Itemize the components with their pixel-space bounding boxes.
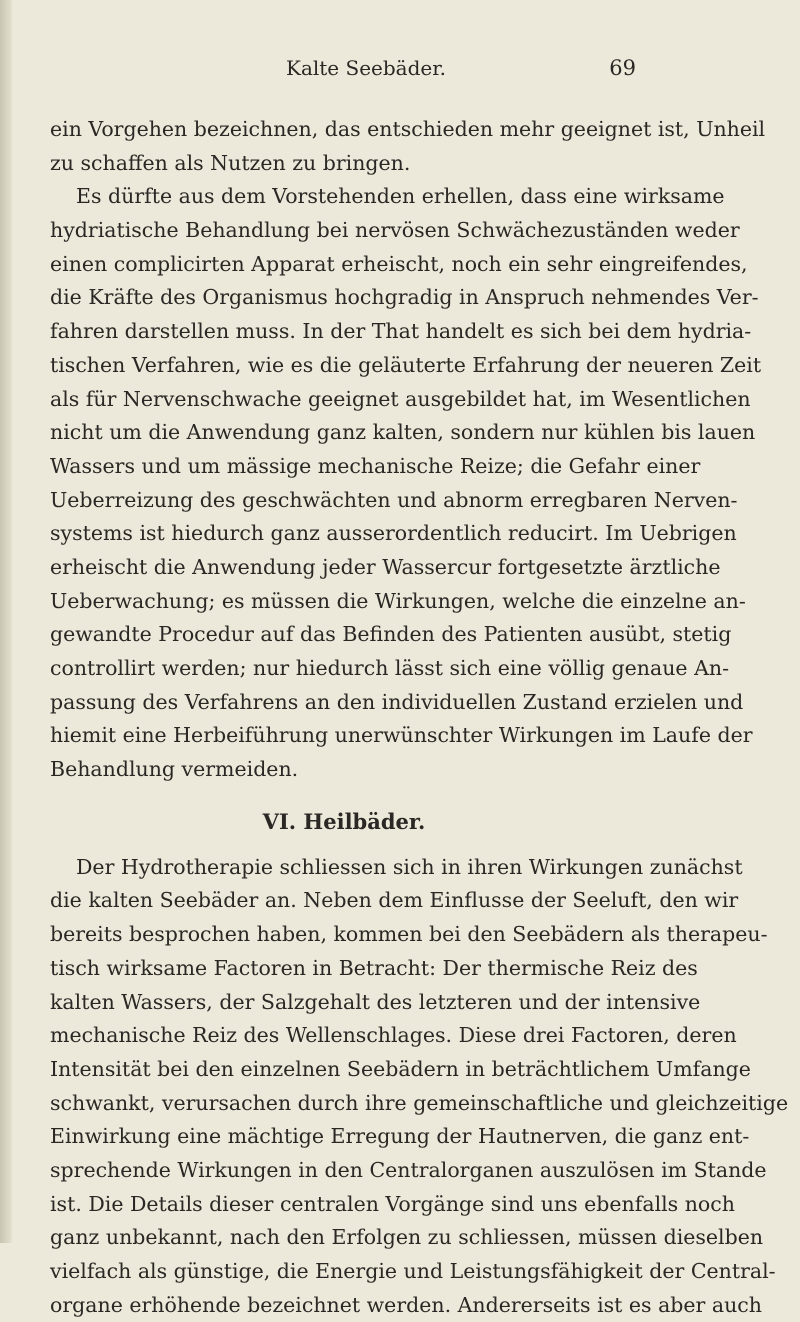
text-line: Einwirkung eine mächtige Erregung der Hautnerven, die ganz ent- (50, 1124, 750, 1149)
paragraph (50, 180, 762, 786)
text-line: organe erhöhende bezeichnet werden. Andererseits ist es aber auch (50, 1292, 762, 1317)
text-line: hiemit eine Herbeiführung unerwünschter Wirkungen im Laufe der (50, 723, 753, 748)
page-header (286, 56, 636, 86)
text-line: einen complicirten Apparat erheischt, noch ein sehr eingreifendes, (50, 251, 748, 276)
text-line: vielfach als günstige, die Energie und Leistungsfähigkeit der Central- (50, 1259, 776, 1283)
text-line: zu schaffen als Nutzen zu bringen. (50, 150, 411, 175)
text-line: Der Hydrotherapie schliessen sich in ihren Wirkungen zunächst (76, 854, 743, 879)
text-line: Ueberreizung des geschwächten und abnorm erregbaren Nerven- (50, 487, 738, 512)
text-line: als für Nervenschwache geeignet ausgebildet hat, im Wesentlichen (50, 386, 751, 411)
text-line: mechanische Reiz des Wellenschlages. Diese drei Factoren, deren (50, 1023, 737, 1048)
text-line: hydriatische Behandlung bei nervösen Schwächezuständen weder (50, 218, 740, 243)
text-line: ist. Die Details dieser centralen Vorgänge sind uns ebenfalls noch (50, 1191, 735, 1216)
text-line: nicht um die Anwendung ganz kalten, sondern nur kühlen bis lauen (50, 420, 756, 445)
text-line: gewandte Procedur auf das Befinden des Patienten ausübt, stetig (50, 622, 732, 647)
paragraphs-after-heading (50, 851, 789, 1322)
text-line: die kalten Seebäder an. Neben dem Einflusse der Seeluft, den wir (50, 888, 739, 913)
section-heading: VI. Heilbäder. (262, 808, 426, 834)
text-line: erheischt die Anwendung jeder Wassercur fortgesetzte ärztliche (50, 554, 721, 579)
page-edge-shadow (0, 0, 12, 1243)
running-title: Kalte Seebäder. (286, 56, 446, 80)
text-line: fahren darstellen muss. In der That handelt es sich bei dem hydria- (50, 319, 752, 344)
text-line: tischen Verfahren, wie es die geläuterte Erfahrung der neueren Zeit (50, 352, 762, 377)
paragraph (50, 113, 766, 180)
text-line: tisch wirksame Factoren in Betracht: Der thermische Reiz des (50, 955, 698, 980)
text-line: ganz unbekannt, nach den Erfolgen zu schliessen, müssen dieselben (50, 1225, 764, 1250)
paragraph (50, 851, 789, 1322)
text-line: Wassers und um mässige mechanische Reize; die Gefahr einer (50, 453, 701, 478)
text-line: passung des Verfahrens an den individuellen Zustand erzielen und (50, 689, 744, 714)
text-line: Es dürfte aus dem Vorstehenden erhellen, dass eine wirksame (76, 184, 725, 209)
text-line: Ueberwachung; es müssen die Wirkungen, welche die einzelne an- (50, 588, 746, 613)
text-line: Behandlung vermeiden. (50, 757, 299, 782)
text-line: schwankt, verursachen durch ihre gemeinschaftliche und gleichzeitige (50, 1090, 789, 1115)
text-line: kalten Wassers, der Salzgehalt des letzteren und der intensive (50, 989, 701, 1014)
text-line: controllirt werden; nur hiedurch lässt sich eine völlig genaue An- (50, 656, 730, 680)
text-line: die Kräfte des Organismus hochgradig in Anspruch nehmendes Ver- (50, 285, 759, 310)
text-line: ein Vorgehen bezeichnen, das entschieden mehr geeignet ist, Unheil (50, 117, 766, 141)
text-line: Intensität bei den einzelnen Seebädern in beträchtlichem Umfange (50, 1056, 751, 1081)
page-number: 69 (609, 56, 636, 80)
text-line: sprechende Wirkungen in den Centralorganen auszulösen im Stande (50, 1157, 767, 1182)
text-line: bereits besprochen haben, kommen bei den Seebädern als therapeu- (50, 922, 768, 947)
paragraphs-before-heading (50, 113, 766, 787)
body-text (50, 113, 789, 1322)
text-line: systems ist hiedurch ganz ausserordentlich reducirt. Im Uebrigen (50, 521, 737, 546)
